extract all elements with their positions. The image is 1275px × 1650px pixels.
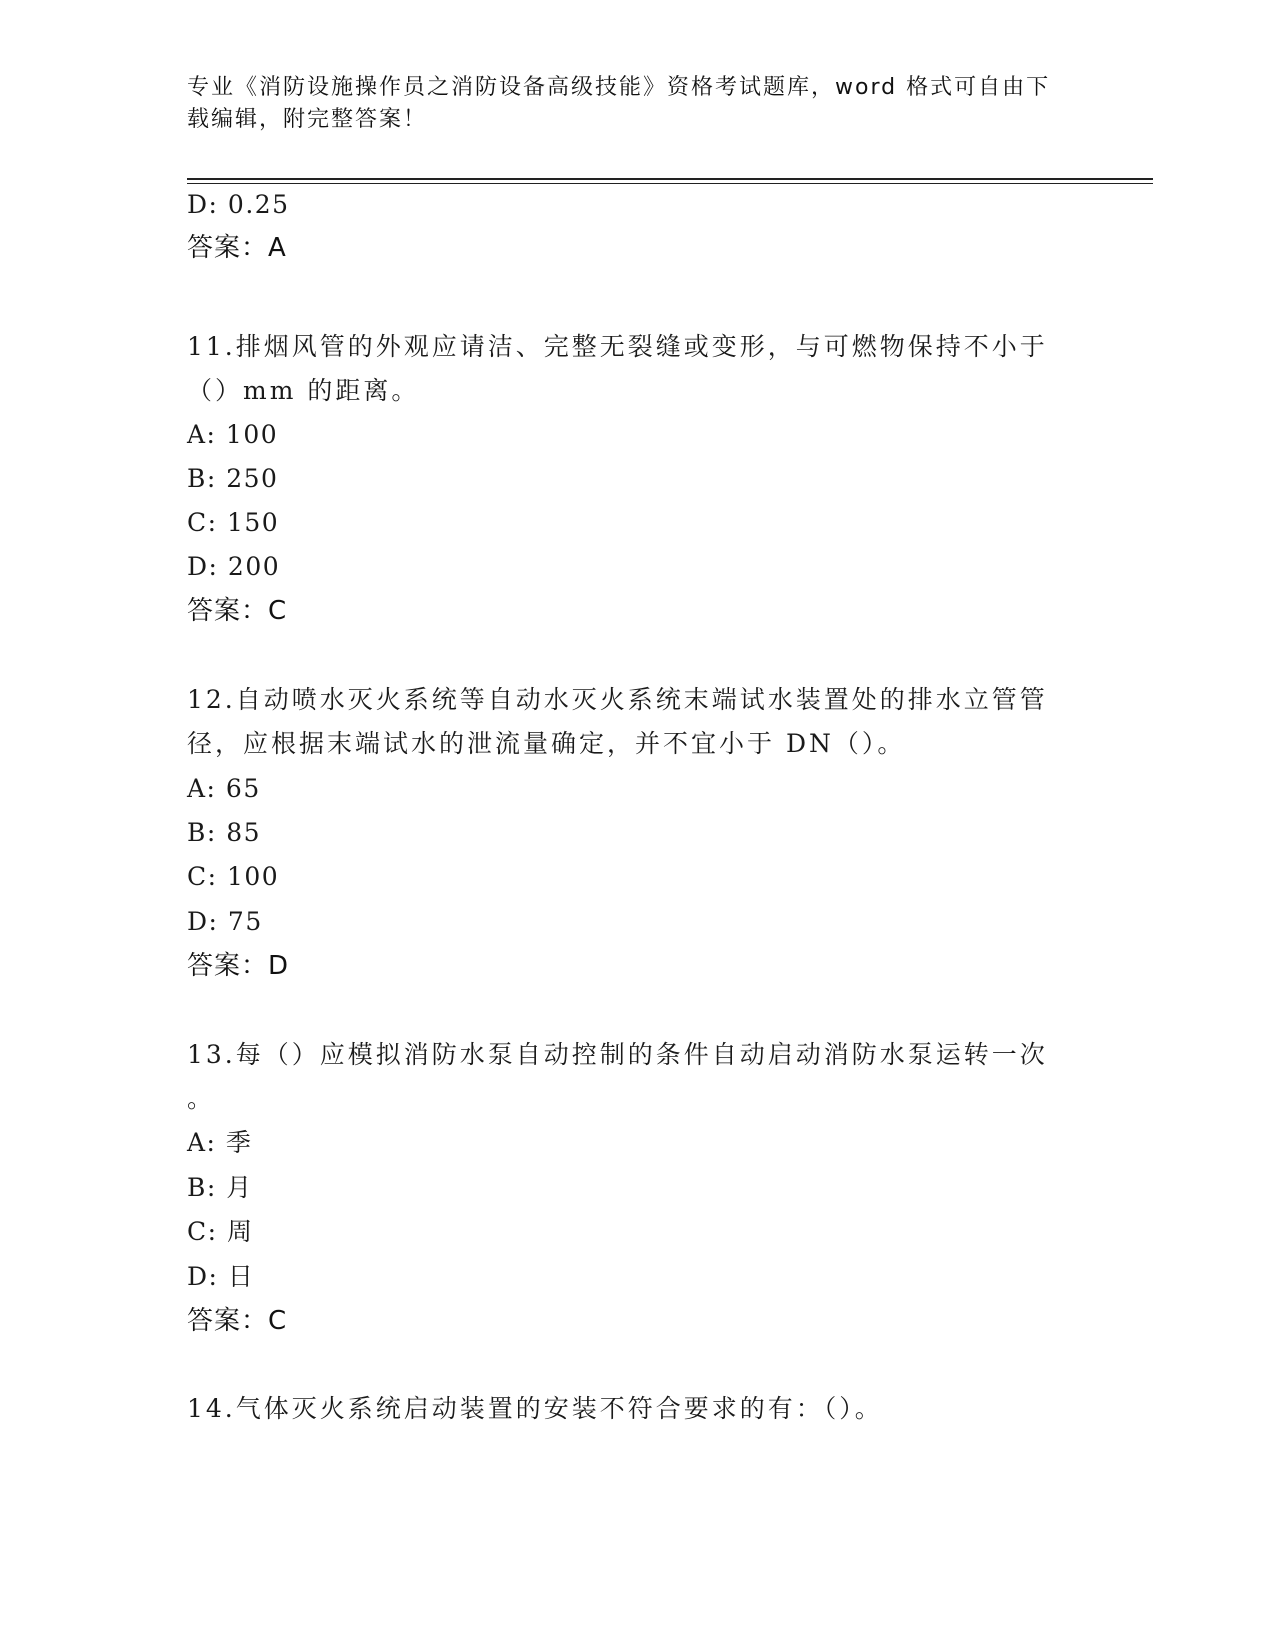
question-11-option-b: B: 250 [187,464,279,493]
question-13-option-c: C: 周 [187,1217,254,1246]
question-12-stem-line-1: 12.自动喷水灭火系统等自动水灭火系统末端试水装置处的排水立管管 [187,685,1048,714]
header-line-1: 专业《消防设施操作员之消防设备高级技能》资格考试题库，word 格式可自由下 [187,75,1051,100]
page-header [187,72,1067,136]
question-11-option-c: C: 150 [187,508,280,537]
header-divider-thick [187,178,1153,180]
header-line-2: 载编辑，附完整答案！ [187,107,428,132]
question-11-stem-line-1: 11.排烟风管的外观应请洁、完整无裂缝或变形，与可燃物保持不小于 [187,332,1048,361]
question-11-option-a: A: 100 [187,420,279,449]
question-13-stem-line-2: 。 [187,1084,216,1113]
prev-option-d: D: 0.25 [187,190,290,219]
question-12-option-c: C: 100 [187,862,280,891]
question-12-option-d: D: 75 [187,907,263,936]
question-12-stem-line-2: 径，应根据末端试水的泄流量确定，并不宜小于 DN（）。 [187,729,906,758]
question-13-option-d: D: 日 [187,1262,255,1291]
question-12-option-a: A: 65 [187,774,261,803]
question-11-answer: 答案：C [187,596,288,626]
question-13-stem-line-1: 13.每（）应模拟消防水泵自动控制的条件自动启动消防水泵运转一次 [187,1040,1048,1069]
question-12-answer: 答案：D [187,951,290,981]
question-11-stem-line-2: （）mm 的距离。 [187,376,420,405]
question-14-stem-line-1: 14.气体灭火系统启动装置的安装不符合要求的有：（）。 [187,1394,883,1423]
prev-answer: 答案：A [187,233,287,263]
question-13-option-b: B: 月 [187,1173,253,1202]
header-divider-thin [187,183,1153,184]
question-12-option-b: B: 85 [187,818,262,847]
question-13-option-a: A: 季 [187,1128,253,1157]
question-11-option-d: D: 200 [187,552,281,581]
question-13-answer: 答案：C [187,1306,288,1336]
